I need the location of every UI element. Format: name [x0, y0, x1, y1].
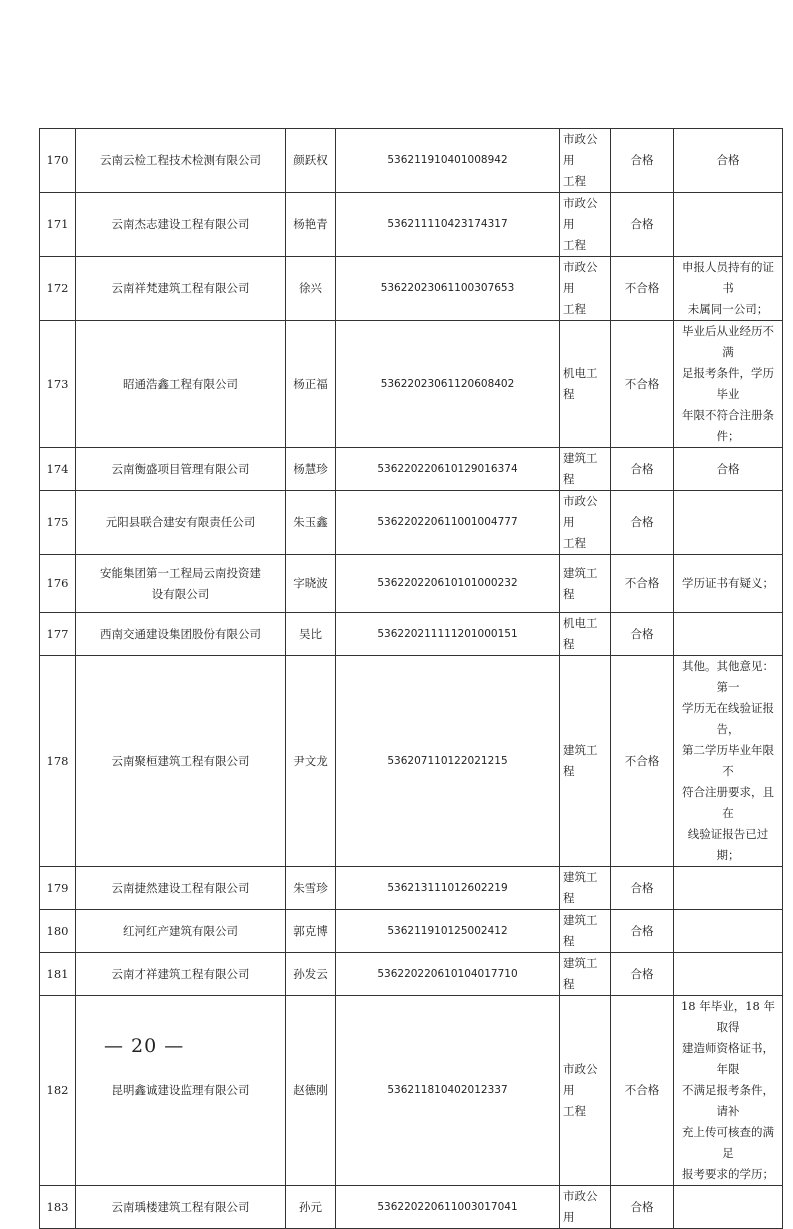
- cell-line: 建筑工程: [563, 870, 598, 905]
- remark-cell: [674, 129, 783, 193]
- table-row: [40, 613, 783, 656]
- certificate-cell: 536211910401008942: [336, 129, 560, 193]
- cell-line: 工程: [563, 238, 586, 252]
- cell-line: 建筑工程: [563, 743, 598, 778]
- remark-cell: [674, 953, 783, 996]
- name-cell: 杨艳青: [286, 193, 336, 257]
- name-cell: 朱雪珍: [286, 867, 336, 910]
- result-cell: 不合格: [611, 656, 674, 867]
- category-cell: [560, 656, 611, 867]
- certificate-cell: 53622023061100307653: [336, 257, 560, 321]
- result-cell: 合格: [611, 953, 674, 996]
- certificate-cell: 536211110423174317: [336, 193, 560, 257]
- cell-line: 符合注册要求，且在: [682, 785, 774, 820]
- cell-line: 建造师资格证书，年限: [682, 1041, 774, 1076]
- row-number-cell: 177: [40, 613, 76, 656]
- company-cell: 云南才祥建筑工程有限公司: [76, 953, 286, 996]
- result-cell: 合格: [611, 448, 674, 491]
- cell-line: 设有限公司: [151, 586, 210, 601]
- category-cell: [560, 867, 611, 910]
- cell-line: 年限不符合注册条件；: [682, 408, 774, 443]
- table-row: [40, 953, 783, 996]
- row-number-cell: 183: [40, 1186, 76, 1229]
- table-row: [40, 656, 783, 867]
- company-cell: 昆明鑫诚建设监理有限公司: [76, 996, 286, 1186]
- category-cell: [560, 321, 611, 448]
- cell-line: 市政公用: [563, 1189, 598, 1224]
- name-cell: 颜跃权: [286, 129, 336, 193]
- certificate-cell: 536220220610104017710: [336, 953, 560, 996]
- remark-cell: [674, 193, 783, 257]
- table-row: [40, 867, 783, 910]
- result-cell: 合格: [611, 613, 674, 656]
- remark-cell: [674, 448, 783, 491]
- result-cell: 合格: [611, 910, 674, 953]
- certificate-cell: 536220220611001004777: [336, 491, 560, 555]
- remark-cell: [674, 1186, 783, 1229]
- cell-line: 学历证书有疑义；: [682, 576, 774, 590]
- cell-line: 建筑工程: [563, 913, 598, 948]
- registration-table: [39, 128, 783, 1229]
- row-number-cell: 180: [40, 910, 76, 953]
- cell-line: 线验证报告已过期；: [687, 827, 769, 862]
- table-row: [40, 193, 783, 257]
- table-row: [40, 555, 783, 613]
- name-cell: 赵德刚: [286, 996, 336, 1186]
- row-number-cell: 178: [40, 656, 76, 867]
- cell-line: 第二学历毕业年限不: [682, 743, 774, 778]
- name-cell: 杨慧珍: [286, 448, 336, 491]
- result-cell: 不合格: [611, 555, 674, 613]
- company-cell: 昭通浩鑫工程有限公司: [76, 321, 286, 448]
- cell-line: 足报考条件，学历毕业: [682, 366, 774, 401]
- cell-line: 未属同一公司；: [687, 302, 769, 316]
- cell-line: 建筑工程: [563, 956, 598, 991]
- result-cell: 合格: [611, 867, 674, 910]
- cell-line: 机电工程: [563, 366, 598, 401]
- row-number-cell: 172: [40, 257, 76, 321]
- row-number-cell: 171: [40, 193, 76, 257]
- certificate-cell: 536220220611003017041: [336, 1186, 560, 1229]
- name-cell: 徐兴: [286, 257, 336, 321]
- company-cell: 云南云检工程技术检测有限公司: [76, 129, 286, 193]
- cell-line: 工程: [563, 1104, 586, 1118]
- result-cell: 合格: [611, 193, 674, 257]
- row-number-cell: 175: [40, 491, 76, 555]
- table-row: [40, 1186, 783, 1229]
- table-row: [40, 910, 783, 953]
- company-cell: 云南杰志建设工程有限公司: [76, 193, 286, 257]
- cell-line: 市政公用: [563, 494, 598, 529]
- remark-cell: [674, 656, 783, 867]
- name-cell: 孙发云: [286, 953, 336, 996]
- remark-cell: [674, 910, 783, 953]
- remark-cell: [674, 491, 783, 555]
- result-cell: 不合格: [611, 257, 674, 321]
- company-cell: 元阳县联合建安有限责任公司: [76, 491, 286, 555]
- cell-line: 安能集团第一工程局云南投资建: [100, 565, 261, 580]
- table-row: [40, 448, 783, 491]
- category-cell: [560, 491, 611, 555]
- company-cell: 云南捷然建设工程有限公司: [76, 867, 286, 910]
- result-cell: 不合格: [611, 321, 674, 448]
- category-cell: [560, 448, 611, 491]
- certificate-cell: 536211810402012337: [336, 996, 560, 1186]
- cell-line: 报考要求的学历；: [682, 1167, 774, 1181]
- company-cell: 云南祥梵建筑工程有限公司: [76, 257, 286, 321]
- table-body: [40, 129, 783, 1229]
- certificate-cell: 536220211111201000151: [336, 613, 560, 656]
- certificate-cell: 536220220610129016374: [336, 448, 560, 491]
- category-cell: [560, 555, 611, 613]
- name-cell: 朱玉鑫: [286, 491, 336, 555]
- table-row: [40, 996, 783, 1186]
- table-row: [40, 491, 783, 555]
- cell-line: 工程: [563, 302, 586, 316]
- name-cell: 孙元: [286, 1186, 336, 1229]
- table-row: [40, 129, 783, 193]
- row-number-cell: 174: [40, 448, 76, 491]
- category-cell: [560, 953, 611, 996]
- cell-line: 建筑工程: [563, 565, 598, 601]
- result-cell: 不合格: [611, 996, 674, 1186]
- remark-cell: [674, 321, 783, 448]
- company-cell: 云南聚桓建筑工程有限公司: [76, 656, 286, 867]
- remark-cell: [674, 555, 783, 613]
- cell-line: 申报人员持有的证书: [682, 260, 774, 295]
- row-number-cell: 181: [40, 953, 76, 996]
- company-cell: [76, 555, 286, 613]
- row-number-cell: 176: [40, 555, 76, 613]
- row-number-cell: 182: [40, 996, 76, 1186]
- cell-line: 市政公用: [563, 196, 598, 231]
- certificate-cell: 53622023061120608402: [336, 321, 560, 448]
- cell-line: 18 年毕业，18 年取得: [680, 999, 776, 1034]
- table-row: [40, 257, 783, 321]
- row-number-cell: 173: [40, 321, 76, 448]
- cell-line: 不满足报考条件，请补: [682, 1083, 774, 1118]
- cell-line: 毕业后从业经历不满: [682, 324, 774, 359]
- cell-line: 市政公用: [563, 1062, 598, 1097]
- certificate-cell: 536213111012602219: [336, 867, 560, 910]
- remark-cell: [674, 613, 783, 656]
- name-cell: 杨正福: [286, 321, 336, 448]
- company-cell: 云南瑀楼建筑工程有限公司: [76, 1186, 286, 1229]
- category-cell: [560, 910, 611, 953]
- name-cell: 郭克博: [286, 910, 336, 953]
- category-cell: [560, 129, 611, 193]
- remark-cell: [674, 996, 783, 1186]
- category-cell: [560, 193, 611, 257]
- remark-cell: [674, 257, 783, 321]
- result-cell: 合格: [611, 129, 674, 193]
- cell-line: 充上传可核查的满足: [682, 1125, 774, 1160]
- cell-line: 合格: [716, 153, 740, 167]
- row-number-cell: 170: [40, 129, 76, 193]
- company-cell: 红河红产建筑有限公司: [76, 910, 286, 953]
- row-number-cell: 179: [40, 867, 76, 910]
- certificate-cell: 536211910125002412: [336, 910, 560, 953]
- cell-line: 工程: [563, 536, 586, 550]
- name-cell: 吴比: [286, 613, 336, 656]
- remark-cell: [674, 867, 783, 910]
- cell-line: 工程: [563, 174, 586, 188]
- table-row: [40, 321, 783, 448]
- result-cell: 合格: [611, 1186, 674, 1229]
- cell-line: 市政公用: [563, 260, 598, 295]
- cell-line: 其他。其他意见：第一: [682, 659, 774, 694]
- name-cell: 字晓波: [286, 555, 336, 613]
- result-cell: 合格: [611, 491, 674, 555]
- category-cell: [560, 257, 611, 321]
- certificate-cell: 536220220610101000232: [336, 555, 560, 613]
- cell-line: 市政公用: [563, 132, 598, 167]
- company-cell: 云南衡盛项目管理有限公司: [76, 448, 286, 491]
- cell-line: 建筑工程: [563, 451, 598, 486]
- category-cell: [560, 1186, 611, 1229]
- company-cell: 西南交通建设集团股份有限公司: [76, 613, 286, 656]
- cell-line: 合格: [716, 461, 740, 476]
- category-cell: [560, 996, 611, 1186]
- certificate-cell: 536207110122021215: [336, 656, 560, 867]
- name-cell: 尹文龙: [286, 656, 336, 867]
- category-cell: [560, 613, 611, 656]
- cell-line: 学历无在线验证报告，: [682, 701, 774, 736]
- cell-line: 机电工程: [563, 616, 598, 651]
- page-number: — 20 —: [104, 1035, 185, 1057]
